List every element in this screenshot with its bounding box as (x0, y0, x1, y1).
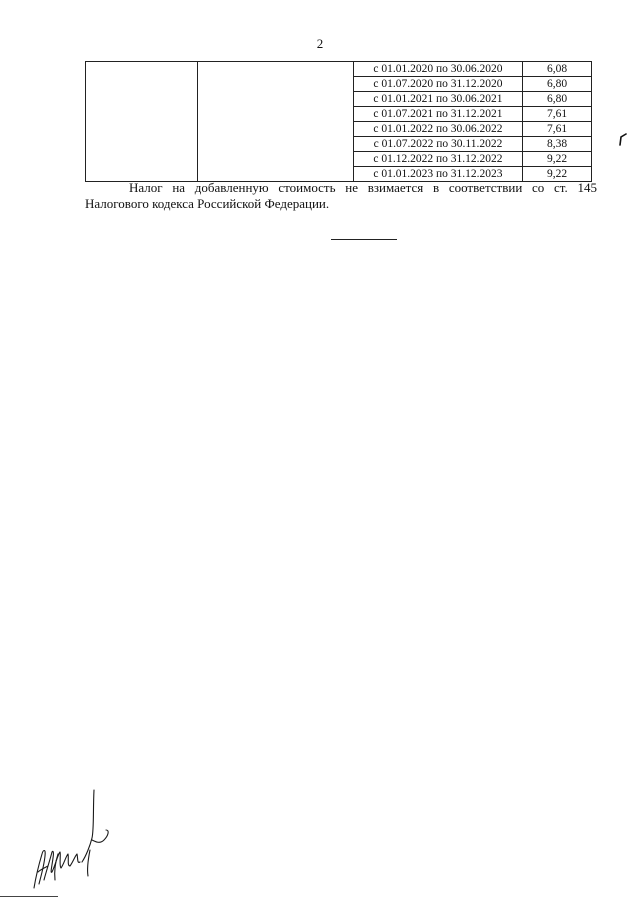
end-of-text-rule (331, 239, 397, 240)
rate-cell: 6,80 (523, 92, 592, 107)
page-number: 2 (316, 36, 324, 51)
rate-cell: 6,80 (523, 77, 592, 92)
rate-cell: 7,61 (523, 107, 592, 122)
signature-icon (30, 780, 120, 892)
rate-cell: 7,61 (523, 122, 592, 137)
period-cell: с 01.01.2022 по 30.06.2022 (354, 122, 523, 137)
period-cell: с 01.12.2022 по 31.12.2022 (354, 152, 523, 167)
empty-merged-cell-2 (198, 62, 354, 182)
vat-note-line-1: Налог на добавленную стоимость не взимается в соответствии со ст. 145 (129, 180, 597, 195)
footer-rule (0, 896, 58, 897)
rate-cell: 9,22 (523, 167, 592, 182)
rate-cell: 8,38 (523, 137, 592, 152)
vat-note (85, 180, 597, 212)
period-cell: с 01.01.2021 по 30.06.2021 (354, 92, 523, 107)
tariff-table-body (86, 62, 592, 182)
period-cell: с 01.01.2023 по 31.12.2023 (354, 167, 523, 182)
period-cell: с 01.07.2022 по 30.11.2022 (354, 137, 523, 152)
empty-merged-cell-1 (86, 62, 198, 182)
period-cell: с 01.01.2020 по 30.06.2020 (354, 62, 523, 77)
tariff-row (86, 62, 592, 77)
vat-note-line-2: Налогового кодекса Российской Федерации. (85, 196, 330, 211)
rate-cell: 9,22 (523, 152, 592, 167)
period-cell: с 01.07.2021 по 31.12.2021 (354, 107, 523, 122)
rate-cell: 6,08 (523, 62, 592, 77)
margin-tick-icon (618, 133, 628, 147)
tariff-table (85, 61, 592, 182)
period-cell: с 01.07.2020 по 31.12.2020 (354, 77, 523, 92)
